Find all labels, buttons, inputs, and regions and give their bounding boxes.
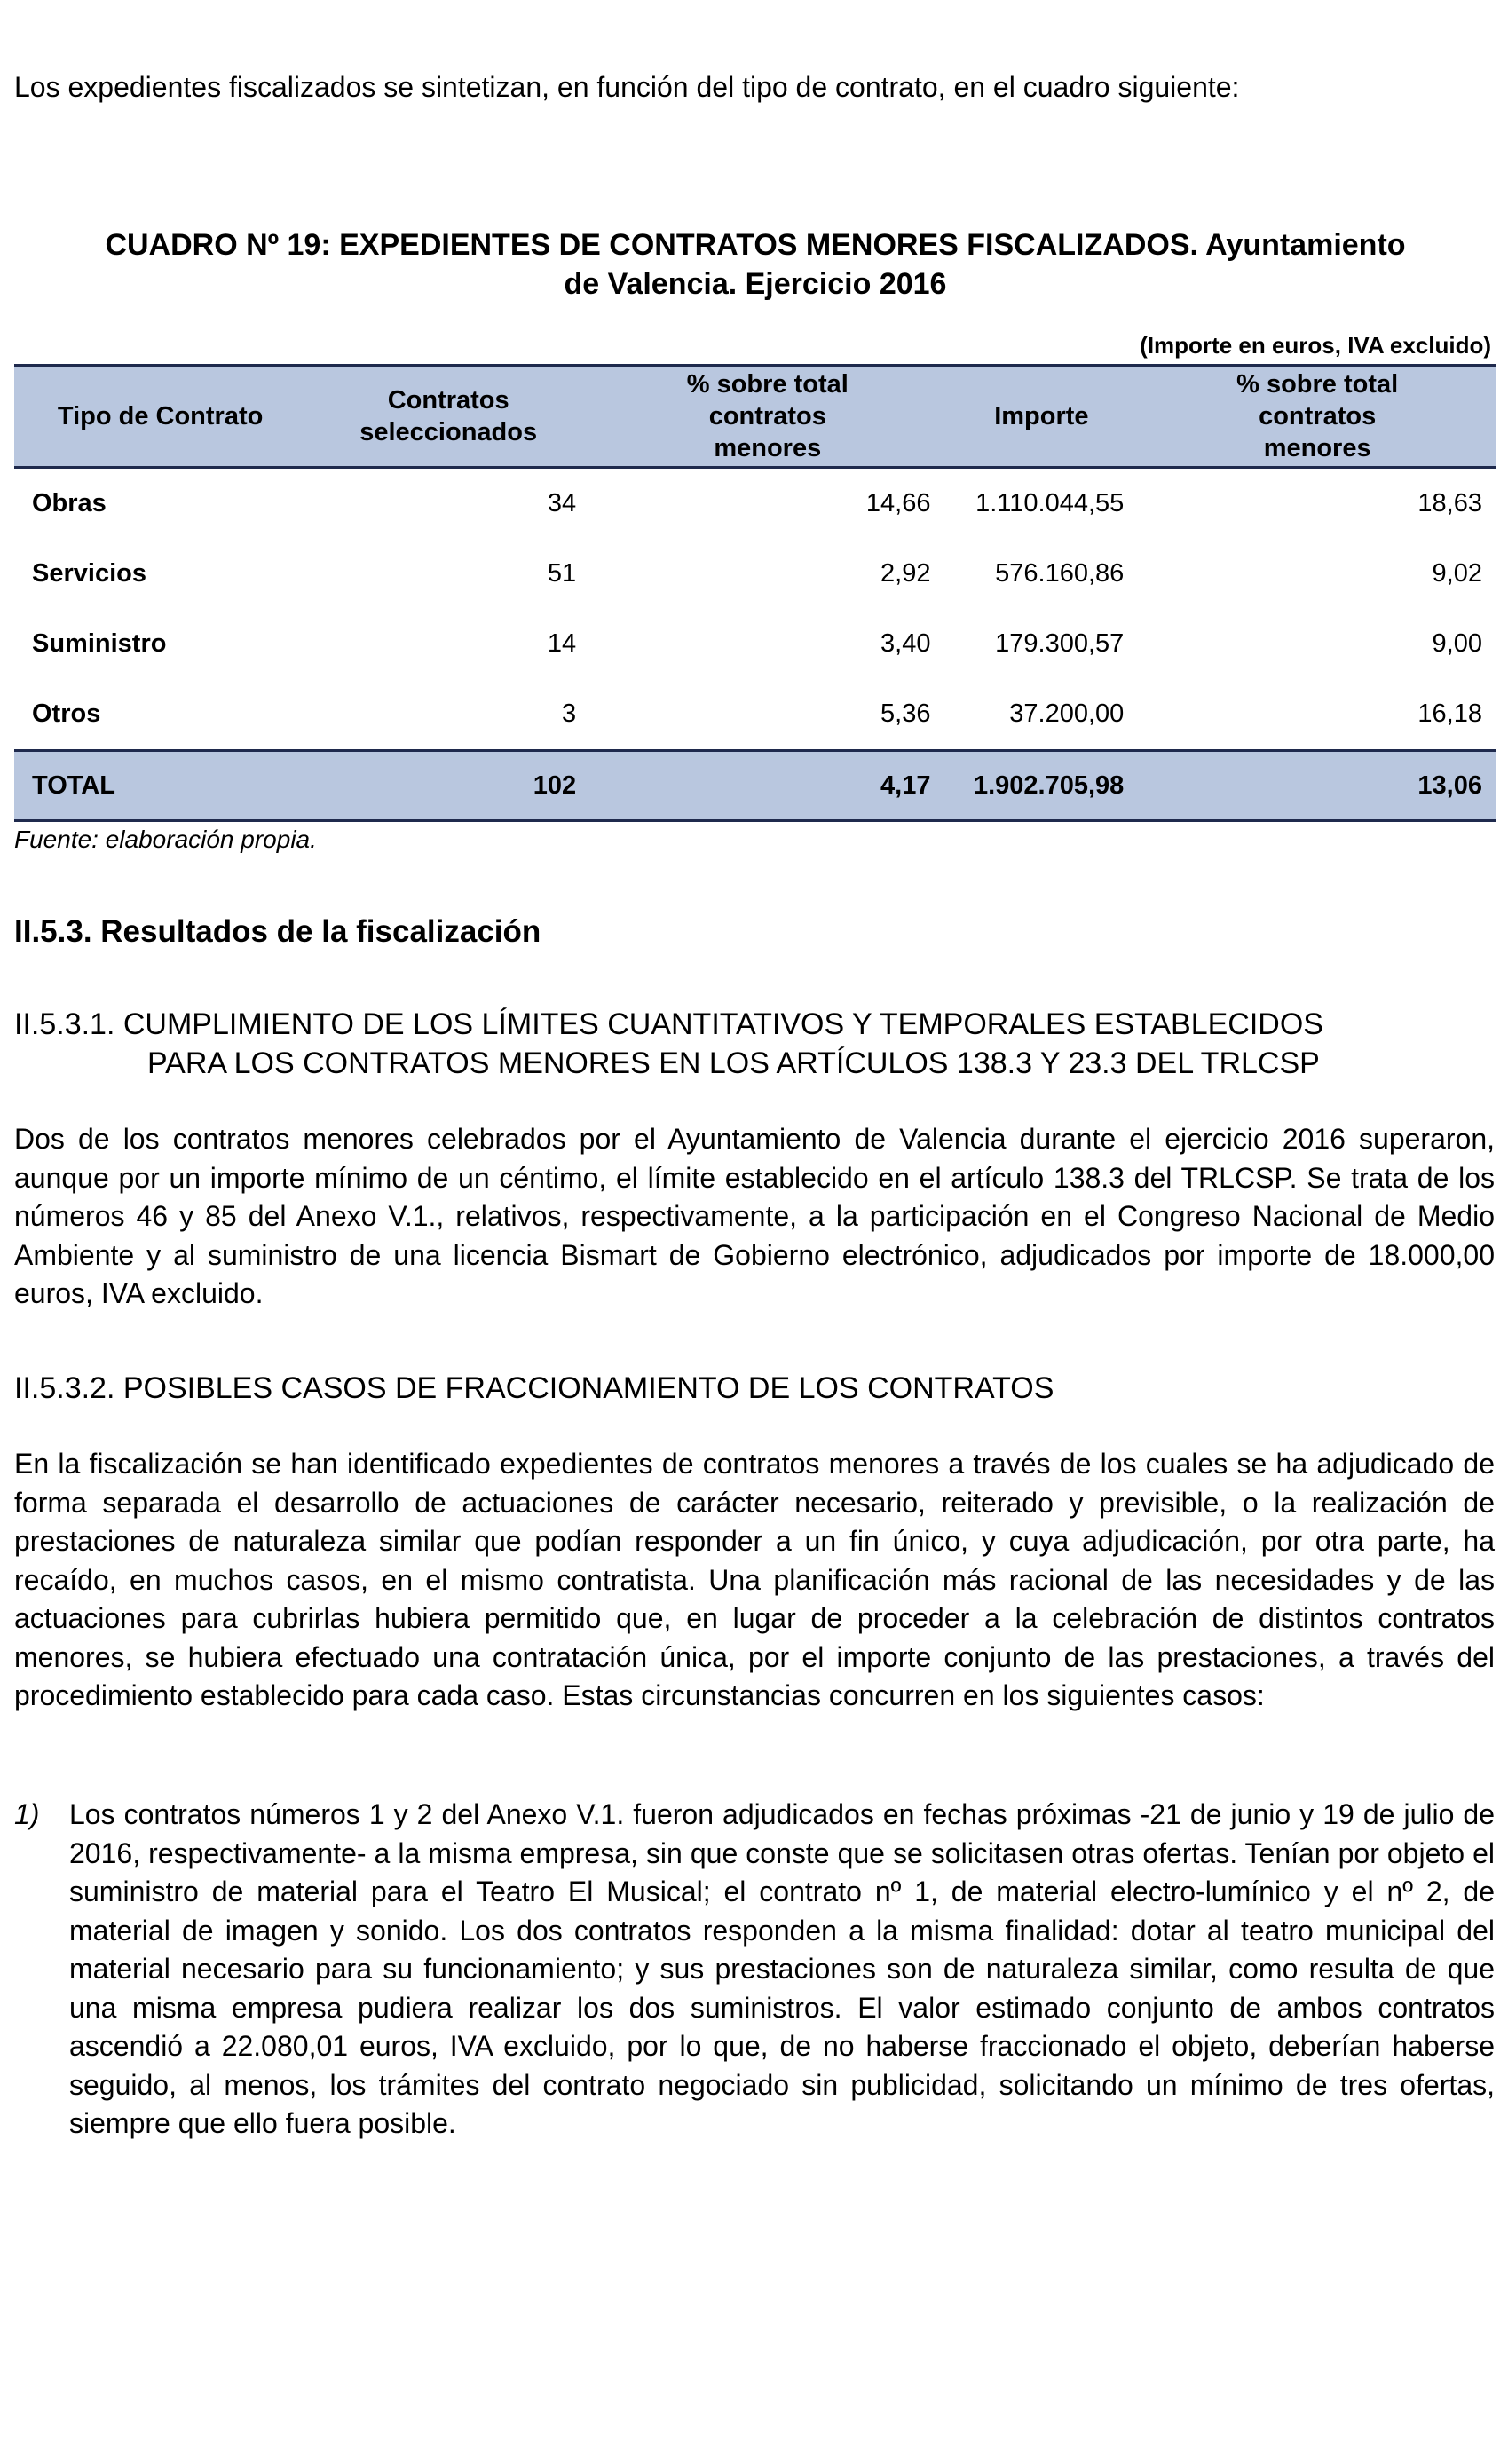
cell-pct-total: 3,40 [880, 629, 931, 658]
list-item-text: Los contratos números 1 y 2 del Anexo V.1. fueron adjudicados en fechas próximas -21 de junio y 19 de julio de 2016, respectivamente- a la misma empresa, sin que conste que se solicitasen otras ofertas. Tenían por objeto el suministro de material para el Teatro El Musical; el contrato nº 1, de material electro-lumínico y el nº 2, de material de imagen y sonido. Los dos contratos responden a la misma finalidad: dotar al teatro municipal del material necesario para su funcionamiento; y sus prestaciones son de naturaleza similar, como resulta de que una misma empresa pudiera realizar los dos suministros. El valor estimado conjunto de ambos contratos ascendió a 22.080,01 euros, IVA excluido, por lo que, de no haberse fraccionado el objeto, deberían haberse seguido, al menos, los trámites del contrato negociado sin publicidad, solicitando un mínimo de tres ofertas, siempre que ello fuera posible. [69, 1798, 1495, 2139]
cell-contratos: 34 [547, 489, 577, 517]
subsection-1-title [14, 1005, 1323, 1083]
total-pct-total: 4,17 [590, 751, 944, 821]
section-title: II.5.3. Resultados de la fiscalización [14, 914, 541, 949]
total-importe: 1.902.705,98 [944, 751, 1138, 821]
cell-importe: 179.300,57 [995, 629, 1125, 658]
cell-importe: 37.200,00 [1009, 699, 1125, 728]
header-importe: Importe [944, 366, 1138, 468]
table-row [14, 679, 1496, 751]
header-tipo: Tipo de Contrato [14, 366, 306, 468]
cell-tipo: Obras [32, 489, 107, 517]
cell-pct-total: 14,66 [865, 489, 931, 517]
unit-note: (Importe en euros, IVA excluido) [1140, 332, 1491, 359]
list-item [14, 1796, 1495, 2144]
subsection-1-line-2: PARA LOS CONTRATOS MENORES EN LOS ARTÍCULOS 138.3 Y 23.3 DEL TRLCSP [147, 1046, 1320, 1080]
table-header-row [14, 366, 1496, 468]
cell-tipo: Otros [32, 699, 101, 728]
intro-text: Los expedientes fiscalizados se sintetizan, en función del tipo de contrato, en el cuadro siguiente: [14, 71, 1240, 103]
cell-importe: 576.160,86 [995, 559, 1125, 588]
total-contratos: 102 [306, 751, 590, 821]
table-total-row [14, 751, 1496, 821]
paragraph-1: Dos de los contratos menores celebrados por el Ayuntamiento de Valencia durante el ejercicio 2016 superaron, aunque por un importe mínimo de un céntimo, el límite establecido en el artículo 138.3 del TRLCSP. Se trata de los números 46 y 85 del Anexo V.1., relativos, respectivamente, a la participación en el Congreso Nacional de Medio Ambiente y al suministro de una licencia Bismart de Gobierno electrónico, adjudicados por importe de 18.000,00 euros, IVA excluido. [14, 1123, 1495, 1309]
cell-pct-total: 2,92 [880, 559, 931, 588]
subsection-1-line-1: II.5.3.1. CUMPLIMIENTO DE LOS LÍMITES CUANTITATIVOS Y TEMPORALES ESTABLECIDOS [14, 1007, 1323, 1041]
cell-tipo: Suministro [32, 629, 167, 658]
table-caption [14, 225, 1496, 304]
cell-pct-importe: 9,02 [1432, 559, 1482, 588]
cell-pct-importe: 18,63 [1417, 489, 1482, 517]
total-pct-importe: 13,06 [1138, 751, 1496, 821]
cell-pct-importe: 9,00 [1432, 629, 1482, 658]
paragraph-2: En la fiscalización se han identificado expedientes de contratos menores a través de los cuales se ha adjudicado de forma separada el desarrollo de actuaciones de carácter necesario, reiterado y previsible, o la realización de prestaciones de naturaleza similar que podían responder a un fin único, y cuya adjudicación, por otra parte, ha recaído, en muchos casos, en el mismo contratista. Una planificación más racional de las necesidades y de las actuaciones para cubrirlas hubiera permitido que, en lugar de proceder a la celebración de distintos contratos menores, se hubiera efectuado una contratación única, por el importe conjunto de las prestaciones, a través del procedimiento establecido para cada caso. Estas circunstancias concurren en los siguientes casos: [14, 1448, 1495, 1711]
table-row [14, 609, 1496, 679]
header-pct-importe: % sobre total contratos menores [1138, 366, 1496, 468]
cell-contratos: 3 [561, 699, 577, 728]
table-row [14, 468, 1496, 540]
contracts-table [14, 364, 1496, 822]
table-row [14, 539, 1496, 609]
cell-contratos: 14 [547, 629, 577, 658]
list-item-marker: 1) [14, 1798, 40, 1830]
cell-tipo: Servicios [32, 559, 146, 588]
header-pct-total: % sobre total contratos menores [590, 366, 944, 468]
cell-importe: 1.110.044,55 [975, 489, 1125, 517]
total-tipo: TOTAL [14, 751, 306, 821]
table-source: Fuente: elaboración propia. [14, 825, 317, 853]
cell-contratos: 51 [547, 559, 577, 588]
cell-pct-importe: 16,18 [1417, 699, 1482, 728]
caption-line-2: de Valencia. Ejercicio 2016 [564, 267, 947, 301]
header-contratos: Contratos seleccionados [306, 366, 590, 468]
subsection-2-title: II.5.3.2. POSIBLES CASOS DE FRACCIONAMIENTO DE LOS CONTRATOS [14, 1371, 1054, 1405]
caption-line-1: CUADRO Nº 19: EXPEDIENTES DE CONTRATOS MENORES FISCALIZADOS. Ayuntamiento [105, 228, 1406, 262]
cell-pct-total: 5,36 [880, 699, 931, 728]
